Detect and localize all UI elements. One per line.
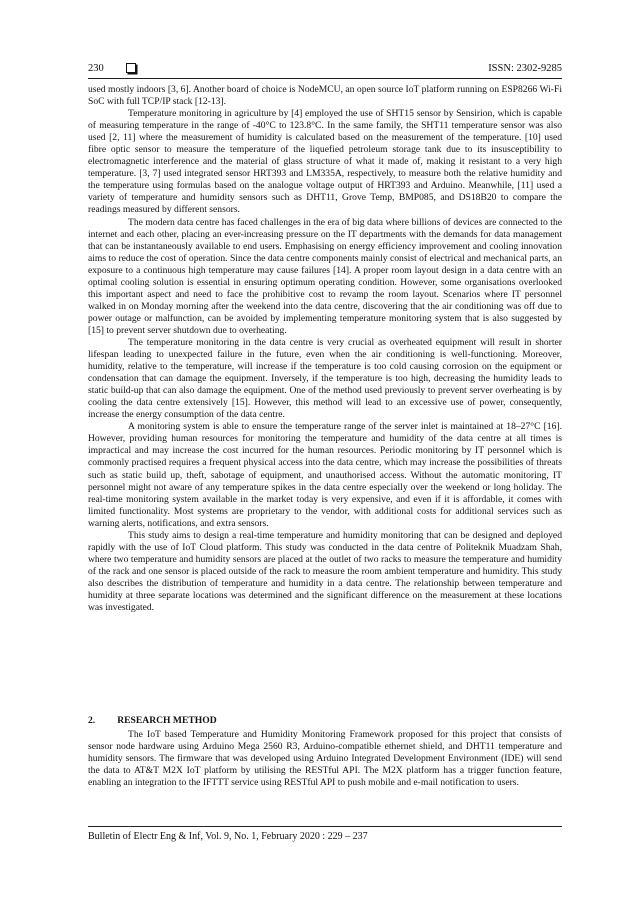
paragraph: This study aims to design a real-time temperature and humidity monitoring that can be designed and deployed rapidly with the use of IoT Cloud platform. This study was conducted in the data centre of Politeknik Muadzam Shah, where two temperature and humidity sensors are placed at the outlet of two racks to measure the temperature and humidity of the rack and one sensor is placed outside of the rack to measure the room ambient temperature and humidity. This study also describes the distribution of temperature and humidity in a data centre. The relationship between temperature and humidity at three separate locations was determined and the significant difference on the measurement at these locations was investigated. bbox=[88, 529, 562, 614]
section-body bbox=[88, 729, 562, 789]
page-header bbox=[88, 60, 562, 76]
footer-rule bbox=[88, 826, 562, 827]
section-number: 2. bbox=[88, 715, 96, 726]
square-bullet-icon bbox=[126, 63, 136, 73]
body-text bbox=[88, 84, 562, 614]
header-left bbox=[88, 63, 136, 74]
footer-citation: Bulletin of Electr Eng & Inf, Vol. 9, No. 1, February 2020 : 229 – 237 bbox=[88, 831, 368, 842]
issn: ISSN: 2302-9285 bbox=[488, 62, 562, 74]
header-rule bbox=[88, 78, 562, 79]
paragraph: The temperature monitoring in the data centre is very crucial as overheated equipment will result in shorter lifespan leading to unexpected failure in the future, even when the air conditioning is well-functioning. Moreover, humidity, relative to the temperature, will increase if the temperature is too cold causing corrosion on the equipment or condensation that can damage the equipment. Inversely, if the temperature is too high, decreasing the humidity leads to static build-up that can also damage the equipment. One of the method used previously to prevent server overheating is by cooling the data centre extensively [15]. However, this method will lead to an excessive use of power, consequently, increase the energy consumption of the data centre. bbox=[88, 336, 562, 421]
section-title: RESEARCH METHOD bbox=[117, 715, 217, 726]
paragraph: The IoT based Temperature and Humidity Monitoring Framework proposed for this project that consists of sensor node hardware using Arduino Mega 2560 R3, Arduino-compatible ethernet shield, and DHT11 temperature and humidity sensors. The firmware that was developed using Arduino Integrated Development Environment (IDE) will send the data to AT&T M2X IoT platform by utilising the RESTful API. The M2X platform has a trigger function feature, enabling an integration to the IFTTT service using RESTful API to push mobile and e-mail notification to users. bbox=[88, 729, 562, 789]
paragraph: Temperature monitoring in agriculture by [4] employed the use of SHT15 sensor by Sensirion, which is capable of measuring temperature in the range of -40°C to 123.8°C. In the same family, the SHT11 temperature sensor was also used [2, 11] where the measurement of humidity is calculated based on the measurement of the temperature. [10] used fibre optic sensor to measure the temperature of the liquefied petroleum storage tank due to its insusceptibility to electromagnetic interference and the material of glass structure of what it made of, making it resistant to a very high temperature. [3, 7] used integrated sensor HRT393 and LM335A, respectively, to measure both the relative humidity and the temperature using formulas based on the analogue voltage output of HRT393 and Arduino. Meanwhile, [11] used a variety of temperature and humidity sensors such as DHT11, Grove Temp, BMP085, and DS18B20 to compare the readings measured by different sensors. bbox=[88, 108, 562, 216]
paragraph: A monitoring system is able to ensure the temperature range of the server inlet is maintained at 18–27°C [16]. However, providing human resources for monitoring the temperature and humidity of the data centre at all times is impractical and may increase the cost incurred for the human resources. Periodic monitoring by IT personnel which is commonly practised requires a frequent physical access into the data centre, which may increase the possibilities of threats such as static build up, theft, sabotage of equipment, and unauthorised access. Without the automatic monitoring, IT personnel might not aware of any temperature spikes in the data centre especially over the weekend or long holiday. The real-time monitoring system available in the market today is very expensive, and even if it is affordable, it comes with limited functionality. Most systems are proprietary to the vendor, with additional costs for additional services such as warning alerts, notifications, and extra sensors. bbox=[88, 421, 562, 529]
page-number: 230 bbox=[88, 62, 104, 74]
section-heading bbox=[88, 715, 217, 726]
paragraph: used mostly indoors [3, 6]. Another board of choice is NodeMCU, an open source IoT platform running on ESP8266 Wi-Fi SoC with full TCP/IP stack [12-13]. bbox=[88, 84, 562, 108]
paragraph: The modern data centre has faced challenges in the era of big data where billions of devices are connected to the internet and each other, placing an ever-increasing pressure on the IT departments with the demands for data management that can be instantaneously available to end users. Emphasising on energy efficiency improvement and cooling innovation aims to reduce the cost of operation. Since the data centre components mainly consist of electrical and mechanical parts, an exposure to a continuous high temperature may cause failures [14]. A proper room layout design in a data centre with an optimal cooling solution is essential in ensuring optimum operating condition. However, some organisations overlooked this important aspect and need to face the prohibitive cost to revamp the room layout. Scenarios where IT personnel walked in on Monday morning after the weekend into the data centre, discovering that the air conditioning was off due to power outage or malfunction, can be avoided by implementing temperature monitoring system that is also suggested by [15] to prevent server shutdown due to overheating. bbox=[88, 216, 562, 336]
